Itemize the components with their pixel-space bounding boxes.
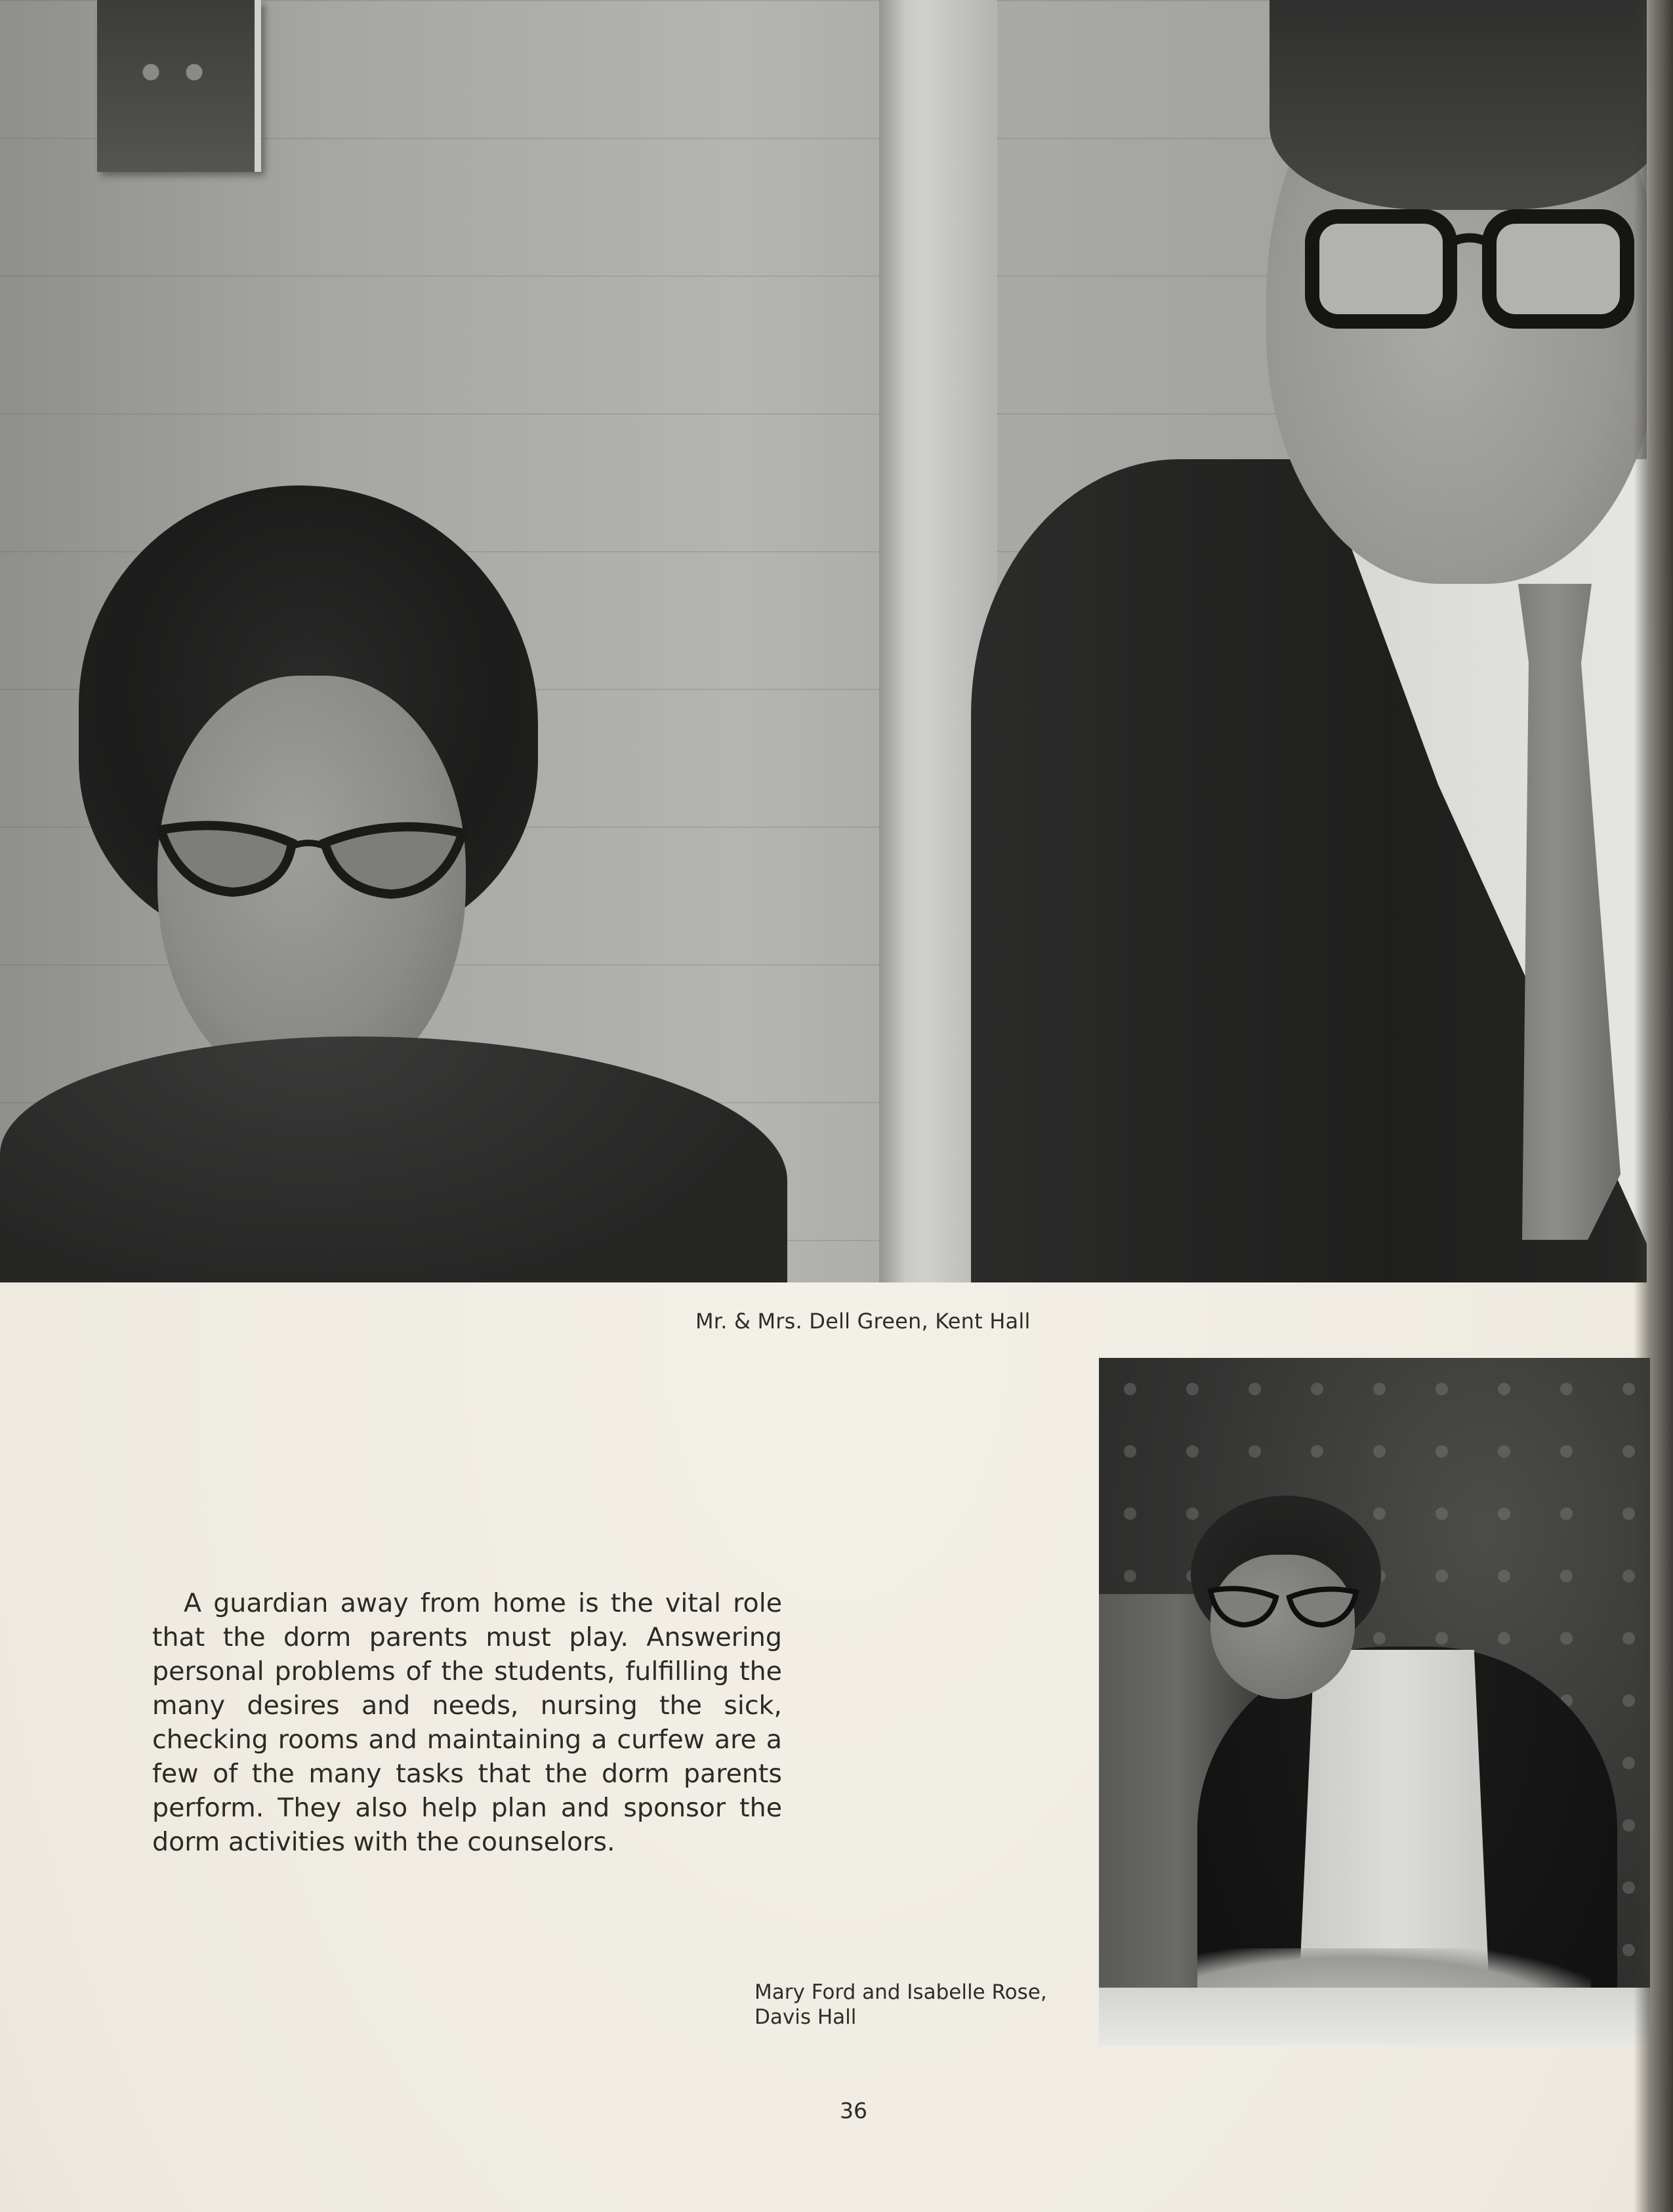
caption-line-hall: Davis Hall: [754, 2005, 857, 2029]
lace-dress-front: [1299, 1650, 1489, 1991]
page-number: 36: [840, 2098, 867, 2123]
white-linen: [1099, 1988, 1650, 2045]
photo-dorm-mother-davis: [1099, 1358, 1650, 2045]
article-paragraph: A guardian away from home is the vital role that the dorm parents must play. Answering personal problems of the students, fulfilling the many desires and needs, nursing the sick, checking rooms and maintaining a curfew are a few of the many tasks that the dorm parents perform. They also help plan and sponsor the dorm activities with the counselors.: [152, 1588, 782, 1857]
light-switch-plate: [97, 0, 261, 172]
woman-glasses: [1204, 1584, 1361, 1630]
photo-caption-top: Mr. & Mrs. Dell Green, Kent Hall: [695, 1309, 1031, 1334]
man-glasses: [1299, 203, 1640, 335]
photo-caption-bottom: [754, 1980, 1096, 2030]
woman-glasses: [154, 817, 469, 902]
caption-line-names: Mary Ford and Isabelle Rose,: [754, 1980, 1047, 2004]
binding-shadow: [1634, 0, 1673, 2212]
man-hair: [1270, 0, 1647, 210]
